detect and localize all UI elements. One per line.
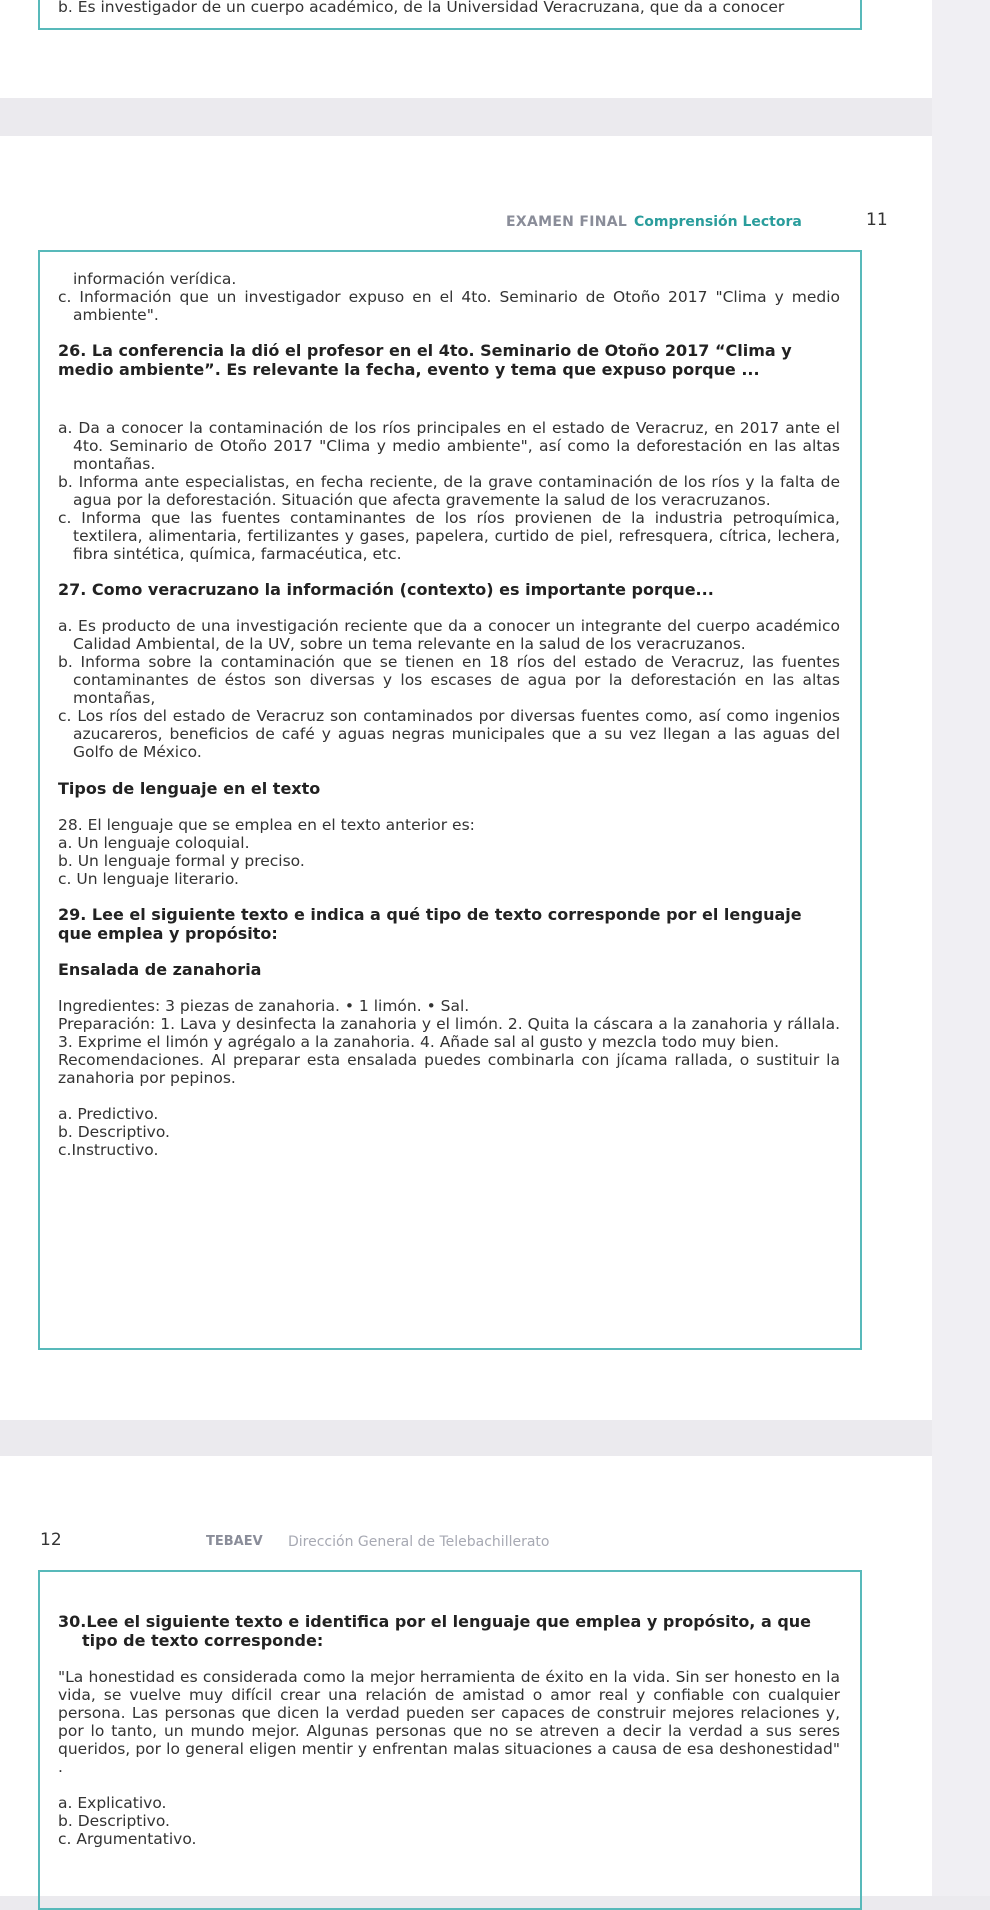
page-11 xyxy=(0,136,932,1420)
question-30-option-c: c. Argumentativo. xyxy=(58,1830,197,1848)
truncated-answer-line: b. Es investigador de un cuerpo académico, de la Universidad Veracruzana, que da a conocer xyxy=(58,0,785,16)
question-28: 28. El lenguaje que se emplea en el texto anterior es: xyxy=(58,816,475,834)
right-margin-strip xyxy=(932,0,990,1896)
question-30-text: "La honestidad es considerada como la mejor herramienta de éxito en la vida. Sin ser honesto en la vida, se vuelve muy difícil crear una relación de amistad o amor real y confiable con cualquier persona. Las personas que dicen la verdad pueden ser capaces de construir mejores relaciones y, por lo tanto, un mundo mejor. Algunas personas que no se atreven a decir la verdad a sus seres queridos, por lo general eligen mentir y enfrentan malas situaciones a causa de esa deshonestidad" . xyxy=(58,1668,840,1776)
question-29-option-a: a. Predictivo. xyxy=(58,1105,159,1123)
recipe-title: Ensalada de zanahoria xyxy=(58,960,262,979)
page-11-content xyxy=(58,270,840,1159)
question-27: 27. Como veracruzano la información (contexto) es importante porque... xyxy=(58,580,714,599)
section-title: Tipos de lenguaje en el texto xyxy=(58,779,321,798)
recipe-recommendations: Recomendaciones. Al preparar esta ensalada puedes combinarla con jícama rallada, o sustituir la zanahoria por pepinos. xyxy=(58,1051,840,1087)
question-26: 26. La conferencia la dió el profesor en el 4to. Seminario de Otoño 2017 “Clima y medio ambiente”. Es relevante la fecha, evento y tema que expuso porque ... xyxy=(58,341,792,379)
page-number: 12 xyxy=(40,1530,62,1550)
page-12-content xyxy=(58,1612,840,1848)
question-29-option-b: b. Descriptivo. xyxy=(58,1123,170,1141)
question-30-option-b: b. Descriptivo. xyxy=(58,1812,170,1830)
question-30: 30.Lee el siguiente texto e identifica por el lenguaje que emplea y propósito, a que tipo de texto corresponde: xyxy=(58,1612,812,1650)
continued-text: información verídica. xyxy=(73,270,237,288)
question-28-option-a: a. Un lenguaje coloquial. xyxy=(58,834,250,852)
answer-option-c: c. Información que un investigador expuso en el 4to. Seminario de Otoño 2017 "Clima y medio ambiente". xyxy=(58,288,840,324)
question-27-option-c: c. Los ríos del estado de Veracruz son contaminados por diversas fuentes como, así como ingenios azucareros, beneficios de café y aguas negras municipales que a su vez llegan a las aguas del Golfo de México. xyxy=(58,707,840,761)
header-tebaev-label: TEBAEV xyxy=(206,1534,263,1549)
question-30-option-a: a. Explicativo. xyxy=(58,1794,167,1812)
header-subject-label: Comprensión Lectora xyxy=(634,214,802,230)
question-28-option-b: b. Un lenguaje formal y preciso. xyxy=(58,852,305,870)
page-12 xyxy=(0,1456,932,1896)
recipe-ingredients: Ingredientes: 3 piezas de zanahoria. • 1 limón. • Sal. xyxy=(58,997,470,1015)
question-29: 29. Lee el siguiente texto e indica a qué tipo de texto corresponde por el lenguaje que emplea y propósito: xyxy=(58,905,802,943)
question-26-option-b: b. Informa ante especialistas, en fecha reciente, de la grave contaminación de los ríos y la falta de agua por la deforestación. Situación que afecta gravemente la salud de los veracruzanos. xyxy=(58,473,840,509)
page-number: 11 xyxy=(866,210,888,230)
recipe-preparation: Preparación: 1. Lava y desinfecta la zanahoria y el limón. 2. Quita la cáscara a la zanahoria y rállala. 3. Exprime el limón y agrégalo a la zanahoria. 4. Añade sal al gusto y mezcla todo muy bien. xyxy=(58,1015,840,1051)
question-27-option-a: a. Es producto de una investigación reciente que da a conocer un integrante del cuerpo académico Calidad Ambiental, de la UV, sobre un tema relevante en la salud de los veracruzanos. xyxy=(58,617,840,653)
question-29-option-c: c.Instructivo. xyxy=(58,1141,159,1159)
header-direccion-label: Dirección General de Telebachillerato xyxy=(288,1534,550,1550)
header-exam-label: EXAMEN FINAL xyxy=(506,214,628,230)
question-26-option-c: c. Informa que las fuentes contaminantes de los ríos provienen de la industria petroquímica, textilera, alimentaria, fertilizantes y gases, papelera, curtido de piel, refresquera, cítrica, lechera, fibra sintética, química, farmacéutica, etc. xyxy=(58,509,840,563)
question-26-option-a: a. Da a conocer la contaminación de los ríos principales en el estado de Veracruz, en 2017 ante el 4to. Seminario de Otoño 2017 "Clima y medio ambiente", así como la deforestación en las altas montañas. xyxy=(58,419,840,473)
question-28-option-c: c. Un lenguaje literario. xyxy=(58,870,239,888)
previous-page-fragment xyxy=(0,0,932,98)
question-27-option-b: b. Informa sobre la contaminación que se tienen en 18 ríos del estado de Veracruz, las fuentes contaminantes de éstos son diversas y los escases de agua por la deforestación en las altas montañas, xyxy=(58,653,840,707)
